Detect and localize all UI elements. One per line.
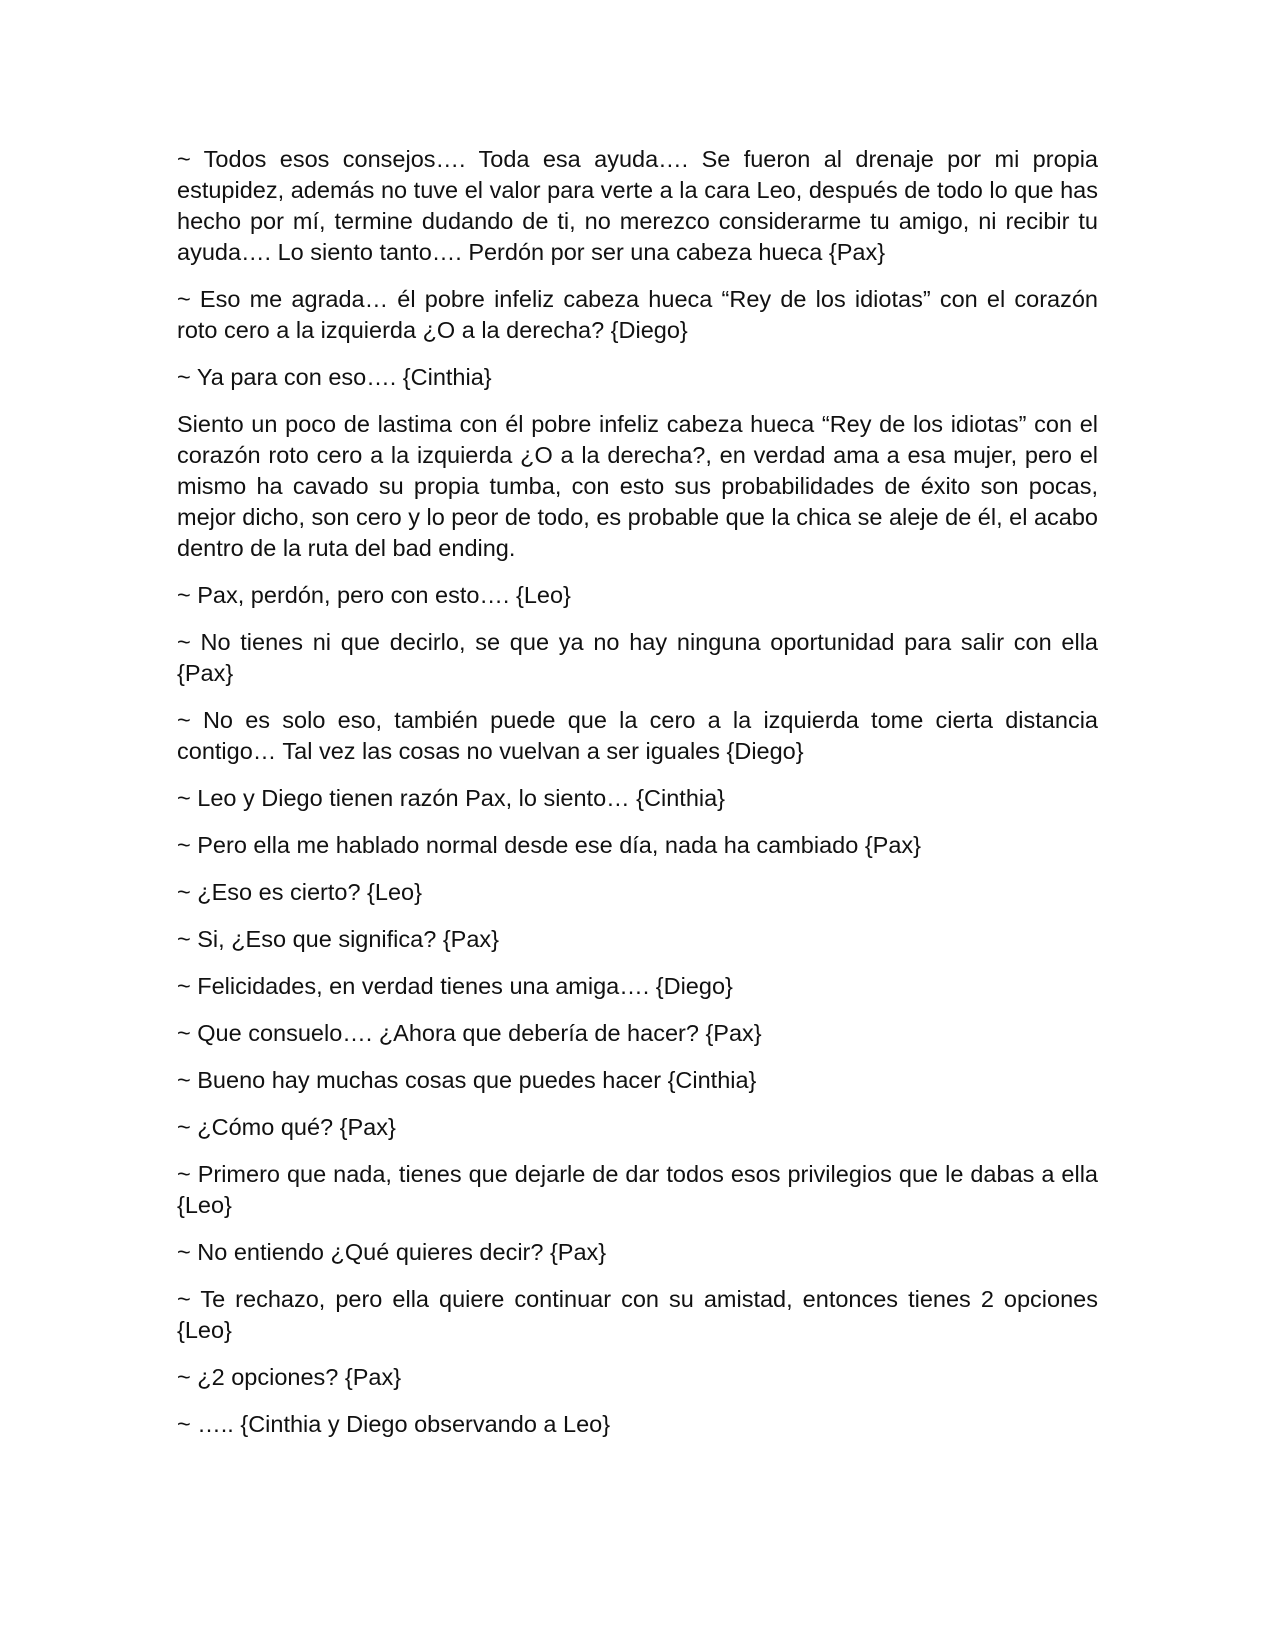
paragraph: ~ Eso me agrada… él pobre infeliz cabeza hueca “Rey de los idiotas” con el corazón roto cero a la izquierda ¿O a la derecha? {Diego} bbox=[177, 286, 1098, 343]
paragraph: ~ No entiendo ¿Qué quieres decir? {Pax} bbox=[177, 1239, 607, 1265]
paragraph: Siento un poco de lastima con él pobre infeliz cabeza hueca “Rey de los idiotas” con el corazón roto cero a la izquierda ¿O a la derecha?, en verdad ama a esa mujer, pero el mismo ha cavado su propia tumba, con esto sus probabilidades de éxito son pocas, mejor dicho, son cero y lo peor de todo, es probable que la chica se aleje de él, el acabo dentro de la ruta del bad ending. bbox=[177, 411, 1098, 561]
paragraph: ~ ¿Cómo qué? {Pax} bbox=[177, 1114, 396, 1140]
paragraph: ~ No es solo eso, también puede que la cero a la izquierda tome cierta distancia contigo… Tal vez las cosas no vuelvan a ser iguales {Diego} bbox=[177, 707, 1098, 764]
paragraph: ~ Primero que nada, tienes que dejarle de dar todos esos privilegios que le dabas a ella {Leo} bbox=[177, 1161, 1098, 1218]
paragraph: ~ Ya para con eso…. {Cinthia} bbox=[177, 364, 492, 390]
paragraph: ~ Todos esos consejos…. Toda esa ayuda…. Se fueron al drenaje por mi propia estupidez, además no tuve el valor para verte a la cara Leo, después de todo lo que has hecho por mí, termine dudando de ti, no merezco considerarme tu amigo, ni recibir tu ayuda…. Lo siento tanto…. Perdón por ser una cabeza hueca {Pax} bbox=[177, 146, 1098, 265]
paragraph: ~ Leo y Diego tienen razón Pax, lo siento… {Cinthia} bbox=[177, 785, 726, 811]
paragraph: ~ ¿Eso es cierto? {Leo} bbox=[177, 879, 422, 905]
paragraph: ~ Felicidades, en verdad tienes una amiga…. {Diego} bbox=[177, 973, 733, 999]
paragraph: ~ ¿2 opciones? {Pax} bbox=[177, 1364, 402, 1390]
paragraph: ~ Que consuelo…. ¿Ahora que debería de hacer? {Pax} bbox=[177, 1020, 762, 1046]
paragraph: ~ ….. {Cinthia y Diego observando a Leo} bbox=[177, 1411, 611, 1437]
paragraph: ~ Si, ¿Eso que significa? {Pax} bbox=[177, 926, 500, 952]
paragraph: ~ Pax, perdón, pero con esto…. {Leo} bbox=[177, 582, 571, 608]
document-page bbox=[177, 144, 1098, 1456]
paragraph: ~ Pero ella me hablado normal desde ese día, nada ha cambiado {Pax} bbox=[177, 832, 922, 858]
paragraph: ~ Bueno hay muchas cosas que puedes hacer {Cinthia} bbox=[177, 1067, 757, 1093]
paragraph: ~ Te rechazo, pero ella quiere continuar con su amistad, entonces tienes 2 opciones {Leo} bbox=[177, 1286, 1098, 1343]
paragraph: ~ No tienes ni que decirlo, se que ya no hay ninguna oportunidad para salir con ella {Pax} bbox=[177, 629, 1098, 686]
